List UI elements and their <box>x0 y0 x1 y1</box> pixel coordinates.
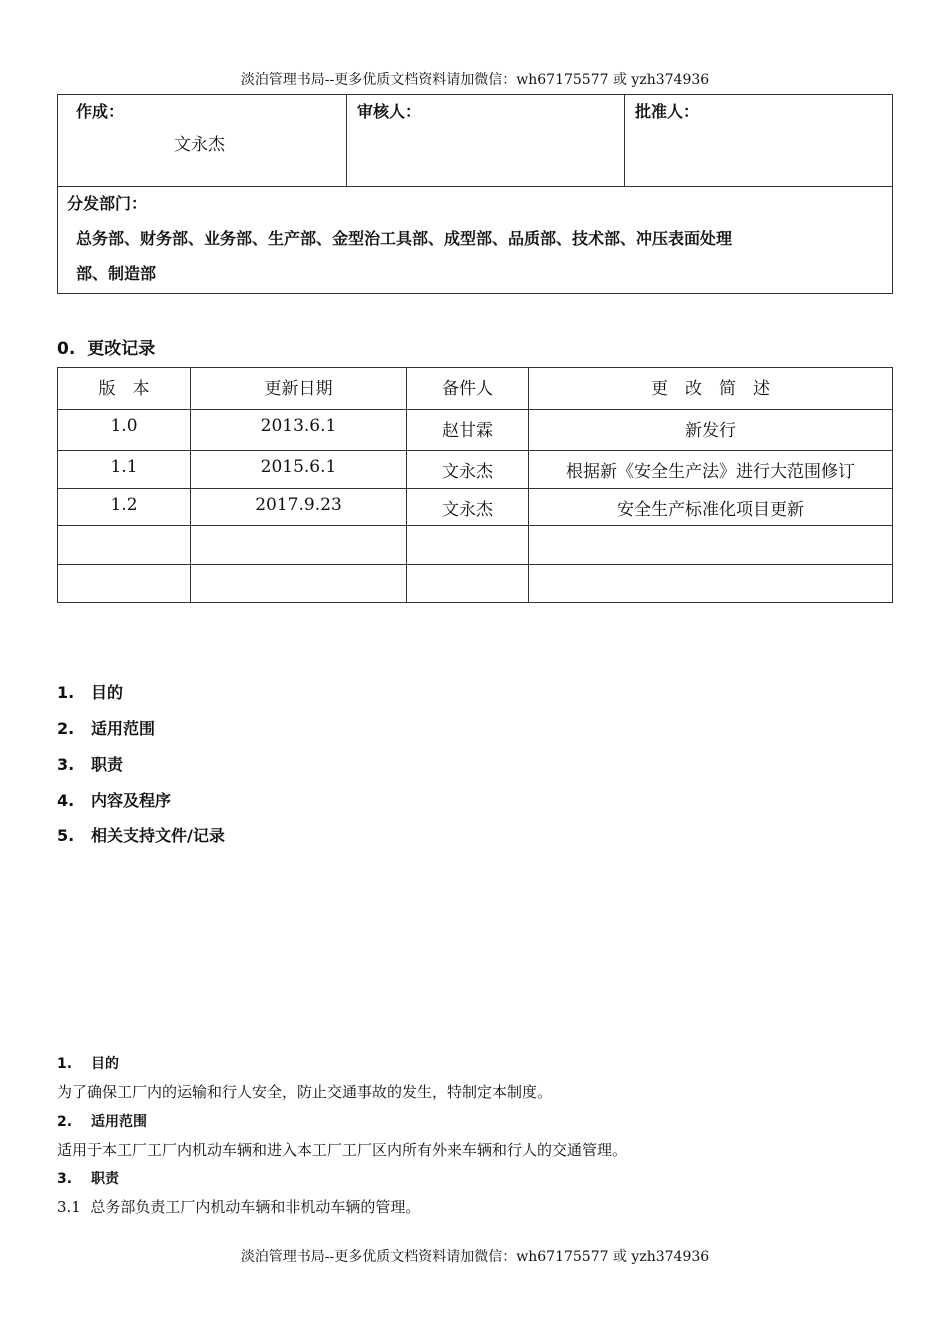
table-cell <box>529 565 893 603</box>
table-cell: 2017.9.23 <box>191 489 407 526</box>
approver-cell <box>625 95 893 187</box>
toc-item <box>57 752 123 775</box>
toc-item <box>57 823 225 846</box>
section-text: 3.1 总务部负责工厂内机动车辆和非机动车辆的管理。 <box>57 1198 421 1216</box>
table-cell <box>407 565 529 603</box>
section-heading <box>57 1053 119 1073</box>
revision-table <box>57 367 893 603</box>
table-cell: 1.0 <box>58 410 191 451</box>
reviewer-cell <box>347 95 625 187</box>
table-row <box>58 451 893 489</box>
toc-item <box>57 788 171 811</box>
section-heading <box>57 1111 147 1131</box>
section-title: 目的 <box>91 1056 119 1072</box>
table-cell: 文永杰 <box>407 451 529 489</box>
toc-label: 目的 <box>91 683 124 702</box>
table-cell: 文永杰 <box>407 489 529 526</box>
page-footer: 淡泊管理书局--更多优质文档资料请加微信：wh67175577 或 yzh374936 <box>240 1249 710 1265</box>
table-cell: 赵甘霖 <box>407 410 529 451</box>
toc-num: 2. <box>57 719 75 738</box>
toc-label: 相关支持文件/记录 <box>91 826 225 845</box>
distribution-label: 分发部门： <box>67 194 148 213</box>
author-name: 文永杰 <box>174 135 225 155</box>
page-header: 淡泊管理书局--更多优质文档资料请加微信：wh67175577 或 yzh374936 <box>240 72 710 88</box>
table-row <box>58 526 893 565</box>
table-row <box>58 410 893 451</box>
section-heading <box>57 1168 119 1188</box>
signoff-table <box>57 94 893 294</box>
toc-label: 适用范围 <box>91 719 156 738</box>
section-num: 1. <box>57 1056 73 1072</box>
toc-label: 内容及程序 <box>91 791 172 810</box>
author-cell <box>58 95 347 187</box>
author-label: 作成： <box>76 102 125 121</box>
table-header-row <box>58 368 893 410</box>
toc-num: 4. <box>57 791 75 810</box>
table-cell: 安全生产标准化项目更新 <box>529 489 893 526</box>
table-cell: 2013.6.1 <box>191 410 407 451</box>
distribution-line-1: 总务部、财务部、业务部、生产部、金型治工具部、成型部、品质部、技术部、冲压表面处理 <box>76 229 733 248</box>
table-cell <box>58 565 191 603</box>
section-num: 2. <box>57 1114 73 1130</box>
section-num: 3. <box>57 1171 73 1187</box>
table-row <box>58 565 893 603</box>
column-header: 版 本 <box>58 368 191 410</box>
reviewer-label: 审核人： <box>357 102 422 121</box>
revision-title-num: 0. <box>57 339 76 359</box>
table-cell <box>529 526 893 565</box>
section-text: 适用于本工厂工厂内机动车辆和进入本工厂工厂区内所有外来车辆和行人的交通管理。 <box>57 1141 628 1159</box>
table-cell <box>407 526 529 565</box>
toc-label: 职责 <box>91 755 124 774</box>
column-header: 备件人 <box>407 368 529 410</box>
revision-title <box>57 334 155 359</box>
distribution-cell <box>58 187 893 294</box>
column-header: 更 改 简 述 <box>529 368 893 410</box>
toc-num: 5. <box>57 826 75 845</box>
section-title: 适用范围 <box>91 1114 147 1130</box>
toc-num: 1. <box>57 683 75 702</box>
table-cell: 2015.6.1 <box>191 451 407 489</box>
toc-num: 3. <box>57 755 75 774</box>
table-cell <box>191 526 407 565</box>
table-cell <box>191 565 407 603</box>
table-cell: 1.1 <box>58 451 191 489</box>
table-cell: 根据新《安全生产法》进行大范围修订 <box>529 451 893 489</box>
approver-label: 批准人： <box>635 102 700 121</box>
revision-title-text: 更改记录 <box>87 339 156 359</box>
distribution-line-2: 部、制造部 <box>76 264 157 283</box>
table-cell <box>58 526 191 565</box>
section-title: 职责 <box>91 1171 119 1187</box>
toc-item <box>57 680 123 703</box>
table-row <box>58 489 893 526</box>
toc-item <box>57 716 155 739</box>
table-cell: 1.2 <box>58 489 191 526</box>
section-text: 为了确保工厂内的运输和行人安全，防止交通事故的发生，特制定本制度。 <box>57 1083 553 1101</box>
table-cell: 新发行 <box>529 410 893 451</box>
column-header: 更新日期 <box>191 368 407 410</box>
